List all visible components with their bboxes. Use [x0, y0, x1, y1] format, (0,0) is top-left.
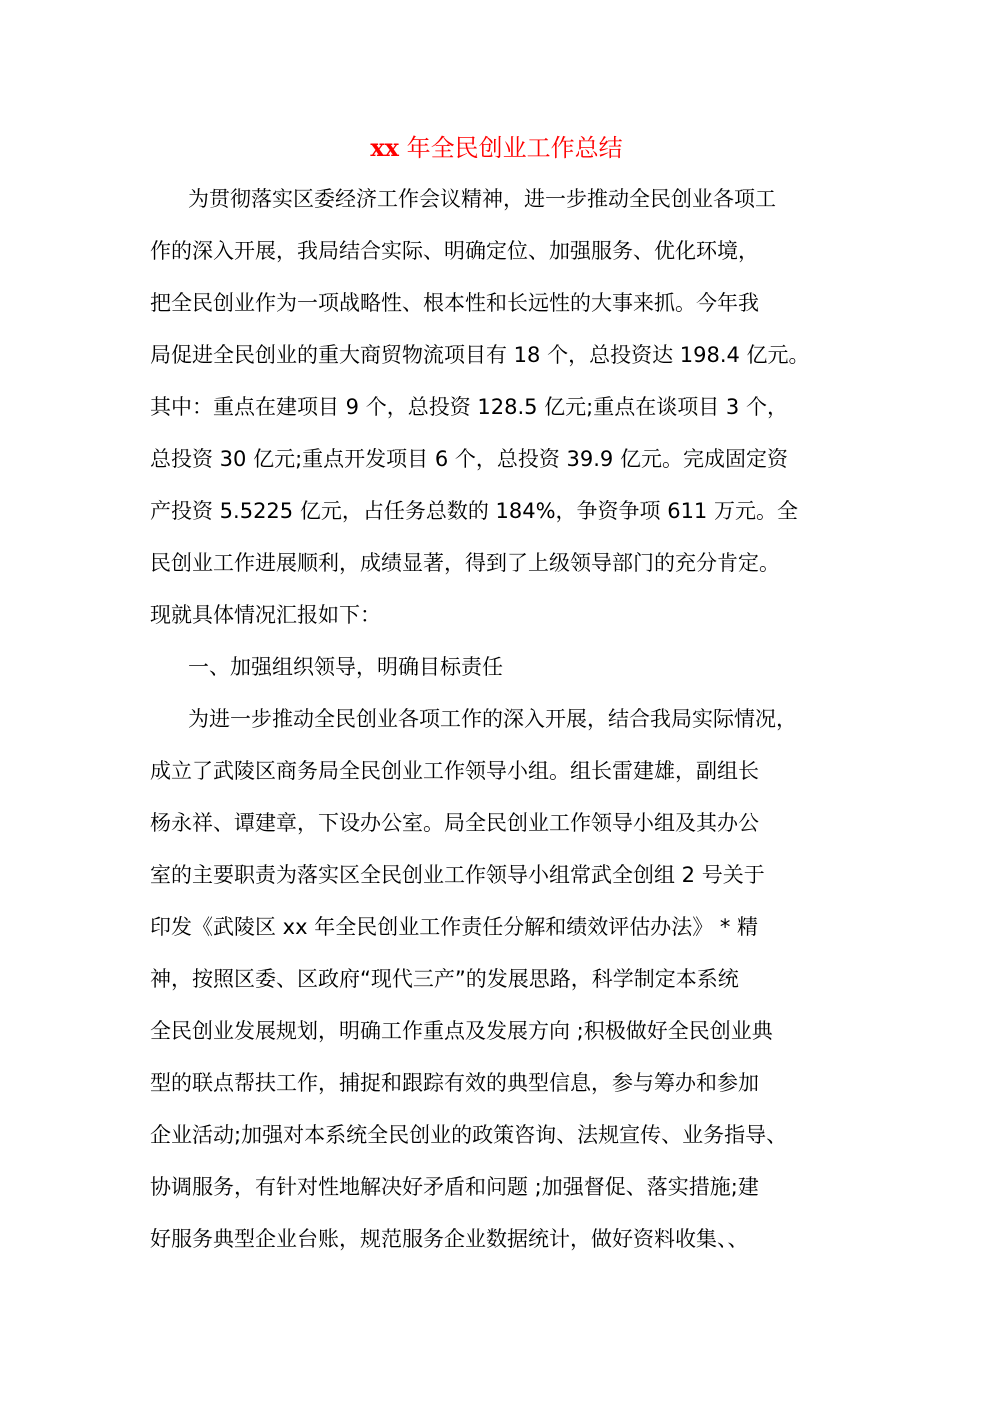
- paragraph-line: 其中：重点在建项目 9 个，总投资 128.5 亿元;重点在谈项目 3 个，: [150, 395, 788, 419]
- paragraph-line: 室的主要职责为落实区全民创业工作领导小组常武全创组 2 号关于: [150, 863, 765, 887]
- paragraph-line: 为进一步推动全民创业各项工作的深入开展，结合我局实际情况，: [188, 707, 797, 731]
- paragraph-line: 把全民创业作为一项战略性、根本性和长远性的大事来抓。今年我: [150, 291, 759, 315]
- paragraph-line: 作的深入开展，我局结合实际、明确定位、加强服务、优化环境，: [150, 239, 759, 263]
- paragraph-line: 全民创业发展规划，明确工作重点及发展方向 ;积极做好全民创业典: [150, 1019, 773, 1043]
- paragraph-line: 好服务典型企业台账，规范服务企业数据统计，做好资料收集、、: [150, 1227, 749, 1251]
- paragraph-line: 杨永祥、谭建章，下设办公室。局全民创业工作领导小组及其办公: [150, 811, 759, 835]
- document-title: [0, 128, 993, 168]
- paragraph-line: 现就具体情况汇报如下：: [150, 603, 381, 627]
- paragraph-line: 协调服务，有针对性地解决好矛盾和问题 ;加强督促、落实措施;建: [150, 1175, 759, 1199]
- paragraph-line: 为贯彻落实区委经济工作会议精神，进一步推动全民创业各项工: [188, 187, 776, 211]
- paragraph-line: 成立了武陵区商务局全民创业工作领导小组。组长雷建雄，副组长: [150, 759, 759, 783]
- paragraph-line: 民创业工作进展顺利，成绩显著，得到了上级领导部门的充分肯定。: [150, 551, 780, 575]
- paragraph-line: 企业活动;加强对本系统全民创业的政策咨询、法规宣传、业务指导、: [150, 1123, 788, 1147]
- paragraph-line: 型的联点帮扶工作，捕捉和跟踪有效的典型信息，参与筹办和参加: [150, 1071, 759, 1095]
- paragraph-line: 总投资 30 亿元;重点开发项目 6 个，总投资 39.9 亿元。完成固定资: [150, 447, 788, 471]
- paragraph-line: 产投资 5.5225 亿元，占任务总数的 184%，争资争项 611 万元。全: [150, 499, 798, 523]
- paragraph-line: 印发《武陵区 xx 年全民创业工作责任分解和绩效评估办法》 * 精: [150, 915, 759, 939]
- section-heading: 一、加强组织领导，明确目标责任: [188, 655, 503, 679]
- paragraph-line: 局促进全民创业的重大商贸物流项目有 18 个，总投资达 198.4 亿元。: [150, 343, 810, 367]
- title-prefix: xx: [370, 133, 399, 162]
- paragraph-line: 神，按照区委、区政府“现代三产”的发展思路，科学制定本系统: [150, 967, 739, 991]
- title-main: 年全民创业工作总结: [398, 134, 623, 162]
